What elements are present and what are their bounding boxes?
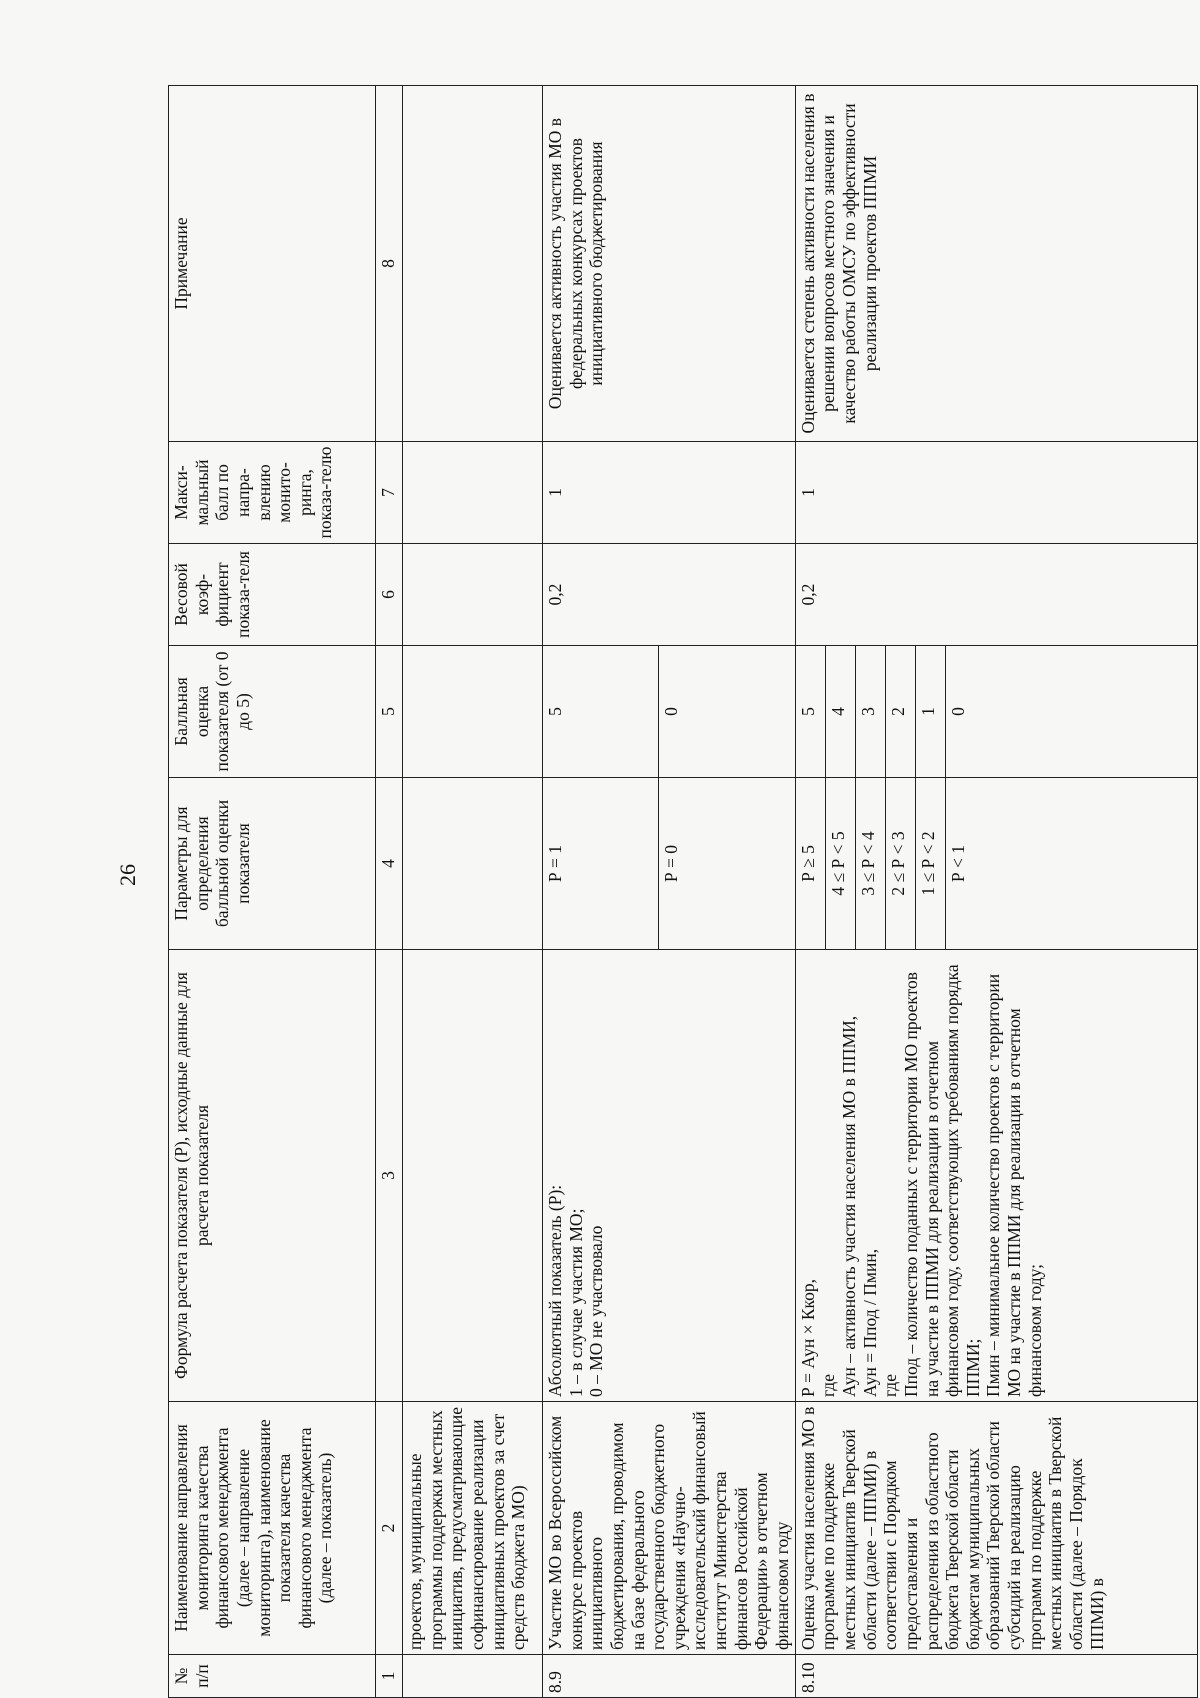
header-row xyxy=(169,86,376,1698)
score-value: 0 xyxy=(660,707,681,716)
col-number: 6 xyxy=(376,544,403,646)
col-number: 5 xyxy=(376,646,403,778)
row-max: 1 xyxy=(795,442,1197,544)
header-score: Балльная оценка показателя (от 0 до 5) xyxy=(169,646,376,778)
row-num: 8.9 xyxy=(543,1655,796,1698)
formula-line: 1 – в случае участия МО; xyxy=(565,1208,586,1397)
empty-cell xyxy=(403,544,543,646)
row-max: 1 xyxy=(543,442,796,544)
param-value: Р ≥ 5 xyxy=(796,778,826,949)
param-value: Р < 1 xyxy=(948,844,969,883)
empty-cell xyxy=(403,646,543,778)
row-num: 8.10 xyxy=(795,1655,1197,1698)
formula-line: 0 – МО не участвовало xyxy=(586,1225,607,1397)
table-row-continuation xyxy=(403,86,543,1698)
header-max: Макси-мальный балл по напра-влению монито-ринга, показа-телю xyxy=(169,442,376,544)
formula-line: Пмин – минимальное количество проектов с территории МО на участие в ППМИ для реализации в отчетном финансовом году; xyxy=(983,973,1045,1397)
formula-line: где xyxy=(818,1374,839,1397)
row-weight: 0,2 xyxy=(795,544,1197,646)
formula-line: Ппод – количество поданных с территории МО проектов на участие в ППМИ для реализации в отчетном финансовом году, соответствующих требованиям порядка ППМИ; xyxy=(900,964,983,1397)
column-number-row xyxy=(376,86,403,1698)
col-number: 4 xyxy=(376,778,403,950)
page-number: 26 xyxy=(115,864,140,886)
param-value: 4 ≤ Р < 5 xyxy=(826,778,856,949)
score-value: 4 xyxy=(826,646,856,777)
col-number: 1 xyxy=(376,1655,403,1698)
formula-line: Абсолютный показатель (Р): xyxy=(545,1184,565,1397)
score-value: 5 xyxy=(796,646,826,777)
row-formula xyxy=(543,950,796,1402)
empty-cell xyxy=(403,950,543,1402)
empty-cell xyxy=(403,442,543,544)
row-scores xyxy=(543,646,796,778)
empty-cell xyxy=(403,86,543,442)
row-cont-name: проектов, муниципальные программы поддержки местных инициатив, предусматривающие софинансирование реализации инициативных проектов за счет средств бюджета МО) xyxy=(403,1402,543,1655)
empty-cell xyxy=(403,778,543,950)
param-value: 2 ≤ Р < 3 xyxy=(886,778,916,949)
monitoring-table xyxy=(168,85,1198,1698)
header-num: № п/п xyxy=(169,1655,376,1698)
param-value: 3 ≤ Р < 4 xyxy=(856,778,886,949)
row-params xyxy=(795,778,1197,950)
score-value: 3 xyxy=(856,646,886,777)
col-number: 2 xyxy=(376,1402,403,1655)
row-note: Оценивается активность участия МО в федеральных конкурсах проектов инициативного бюджетирования xyxy=(543,86,796,442)
header-formula: Формула расчета показателя (Р), исходные данные для расчета показателя xyxy=(169,950,376,1402)
param-value: Р = 0 xyxy=(660,844,681,883)
row-params xyxy=(543,778,796,950)
col-number: 8 xyxy=(376,86,403,442)
formula-line: Аун – активность участия населения МО в ППМИ, xyxy=(838,1015,859,1397)
row-scores xyxy=(795,646,1197,778)
score-value: 5 xyxy=(543,646,658,777)
row-note: Оценивается степень активности населения в решении вопросов местного значения и качество работы ОМСУ по эффективности реализации проектов ППМИ xyxy=(795,86,1197,442)
row-name: Участие МО во Всероссийском конкурсе проектов инициативного бюджетирования, проводимом на базе федерального государственного бюджетного учреждения «Научно-исследовательский финансовый институт Министерства финансов Российской Федерации» в отчетном финансовом году xyxy=(543,1402,796,1655)
score-value: 2 xyxy=(886,646,916,777)
param-value: 1 ≤ Р < 2 xyxy=(916,778,946,949)
table-row-8-9 xyxy=(543,86,796,1698)
col-number: 3 xyxy=(376,950,403,1402)
score-value: 0 xyxy=(948,707,969,716)
row-formula xyxy=(795,950,1197,1402)
table-row-8-10 xyxy=(795,86,1197,1698)
formula-line: Р = Аун × Ккор, xyxy=(797,1278,818,1397)
rotated-page xyxy=(168,86,1198,1698)
row-name: Оценка участия населения МО в программе по поддержке местных инициатив Тверской области (далее – ППМИ) в соответствии с Порядком предоставления и распределения из областного бюджета Тверской области бюджетам муниципальных образований Тверской области субсидий на реализацию программ по поддержке местных инициатив в Тверской области (далее – Порядок ППМИ) в xyxy=(795,1402,1197,1655)
score-value: 1 xyxy=(916,646,946,777)
formula-line: Аун = Ппод / Пмин, xyxy=(859,1248,880,1397)
header-name: Наименование направления мониторинга качества финансового менеджмента (далее – направление мониторинга), наименование показателя качества финансового менеджмента (далее – показатель) xyxy=(169,1402,376,1655)
empty-cell xyxy=(403,1655,543,1698)
param-value: Р = 1 xyxy=(543,778,658,949)
header-params: Параметры для определения балльной оценки показателя xyxy=(169,778,376,950)
header-note: Примечание xyxy=(169,86,376,442)
row-weight: 0,2 xyxy=(543,544,796,646)
formula-line: где xyxy=(880,1374,901,1397)
col-number: 7 xyxy=(376,442,403,544)
header-weight: Весовой коэф-фициент показа-теля xyxy=(169,544,376,646)
